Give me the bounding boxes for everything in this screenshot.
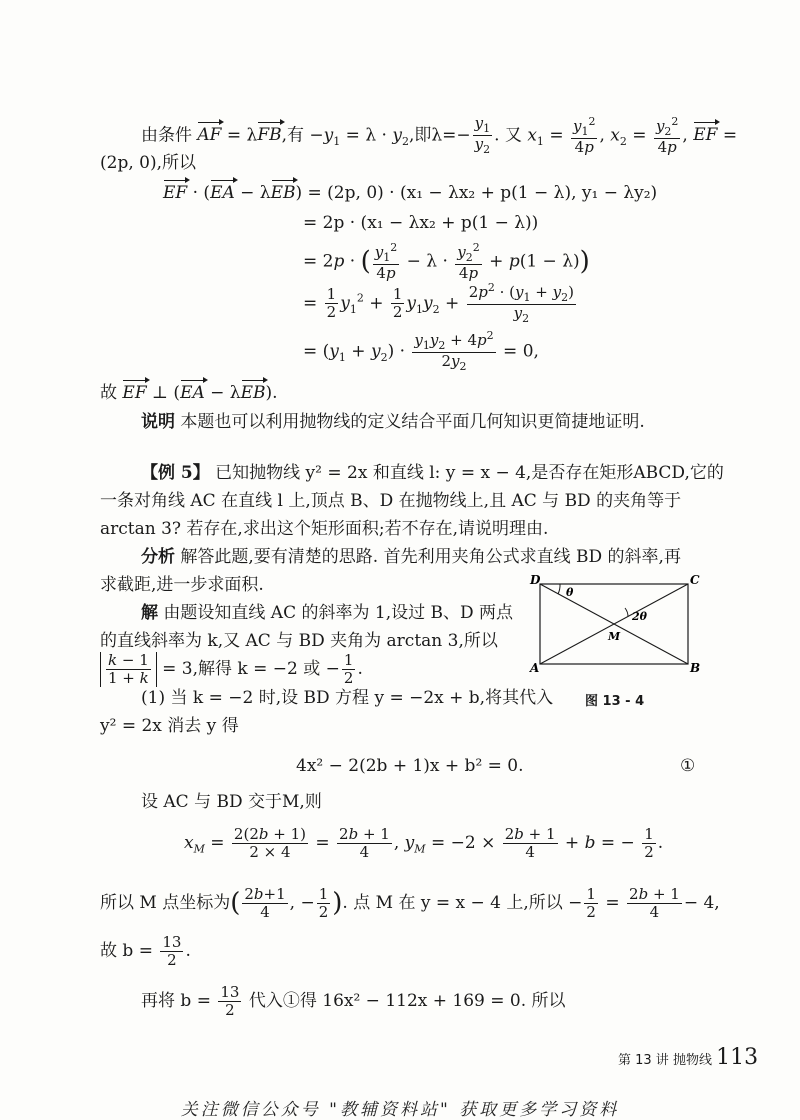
derivation-line-1: EF · (EA − λEB) = (2p, 0) · (x₁ − λx₂ + p(1 − λ), y₁ − λy₂) xyxy=(163,183,658,203)
condition-line-2: (2p, 0),所以 xyxy=(100,153,196,173)
watermark: 关注微信公众号 "教辅资料站" 获取更多学习资料 xyxy=(180,1100,620,1120)
figure-caption: 图 13 - 4 xyxy=(585,694,645,709)
label-a: A xyxy=(530,661,540,675)
m-point-line: 所以 M 点坐标为( $\frac{2b+1}{4}$ , − $\frac{1}{2}$ ). 点 M 在 y = x − 4 上,所以 − $\frac{1}{2}$ = $\frac{2b + 1}{4}$ − 4, xyxy=(100,885,720,921)
case1-line-2: y² = 2x 消去 y 得 xyxy=(100,716,239,736)
two-theta-arc xyxy=(625,608,628,617)
analysis-line-1: 分析 解答此题,要有清楚的思路. 首先利用夹角公式求直线 BD 的斜率,再 xyxy=(141,547,681,567)
page-number: 113 xyxy=(716,1045,759,1070)
analysis-line-2: 求截距,进一步求面积. xyxy=(100,575,264,595)
label-d: D xyxy=(530,573,541,587)
theta-arc xyxy=(558,584,560,594)
conclusion-line: 故 EF ⊥ (EA − λEB). xyxy=(100,383,278,403)
rectangle-figure xyxy=(528,572,708,682)
derivation-line-2: = 2p · (x₁ − λx₂ + p(1 − λ)) xyxy=(303,213,539,233)
solution-line-3: $\frac{k - 1}{1 + k}$ = 3,解得 k = −2 或 − $\frac{1}{2}$ . xyxy=(100,652,363,687)
example5-line-2: 一条对角线 AC 在直线 l 上,顶点 B、D 在抛物线上,且 AC 与 BD 的夹角等于 xyxy=(100,491,682,511)
page-footer xyxy=(618,1045,758,1070)
intersection-line: 设 AC 与 BD 交于M,则 xyxy=(141,792,322,812)
condition-line: 由条件 AF = λFB,有 $-y_1 = \lambda \cdot y_2$,即λ=− $\frac{y_1}{y_2}$ . 又 $x_1$ = $\frac{y_1^2}{4p}$ , $x_2$ = $\frac{y_2^2}{4p}$ , EF = xyxy=(141,114,738,157)
case1-line-1: (1) 当 k = −2 时,设 BD 方程 y = −2x + b,将其代入 xyxy=(141,688,554,708)
label-m: M xyxy=(608,630,621,643)
lecture-title: 第 13 讲 抛物线 xyxy=(618,1053,712,1068)
b-value-line: 故 b = $\frac{13}{2}$ . xyxy=(100,933,191,969)
label-two-theta: 2θ xyxy=(632,610,647,623)
label-c: C xyxy=(690,573,700,587)
derivation-line-4: = $\frac{1}{2}$ $y_1^2$ + $\frac{1}{2}$ $y_1y_2$ + $\frac{2p^2 \cdot (y_1 + y_2)}{y_2}$ xyxy=(303,281,574,326)
label-theta: θ xyxy=(566,586,574,599)
label-b: B xyxy=(690,661,701,675)
derivation-line-3: = 2p · ( $\frac{y_1^2}{4p}$ − λ · $\frac{y_2^2}{4p}$ + p(1 − λ)) xyxy=(303,241,590,283)
equation-1: 4x² − 2(2b + 1)x + b² = 0. xyxy=(296,756,524,776)
m-coordinates: $x_M$ = $\frac{2(2b + 1)}{2 \times 4}$ = $\frac{2b + 1}{4}$ , $y_M = -2$ × $\frac{2b + 1}{4}$ + b = − $\frac{1}{2}$ . xyxy=(184,825,664,861)
derivation-line-5: = $(y_1 + y_2)$ · $\frac{y_1y_2 + 4p^2}{2y_2}$ = 0, xyxy=(303,329,539,374)
solution-line-2: 的直线斜率为 k,又 AC 与 BD 夹角为 arctan 3,所以 xyxy=(100,631,498,651)
example5-line-1: 【例 5】 已知抛物线 y² = 2x 和直线 l: y = x − 4,是否存在矩形ABCD,它的 xyxy=(141,463,724,483)
example5-line-3: arctan 3? 若存在,求出这个矩形面积;若不存在,请说明理由. xyxy=(100,519,549,539)
equation-1-mark: ① xyxy=(680,756,696,776)
explain-line: 说明 本题也可以利用抛物线的定义结合平面几何知识更简捷地证明. xyxy=(141,412,645,432)
solution-line-1: 解 由题设知直线 AC 的斜率为 1,设过 B、D 两点 xyxy=(141,603,514,623)
substitute-line: 再将 b = $\frac{13}{2}$ 代入①得 16x² − 112x + 169 = 0. 所以 xyxy=(141,983,566,1019)
